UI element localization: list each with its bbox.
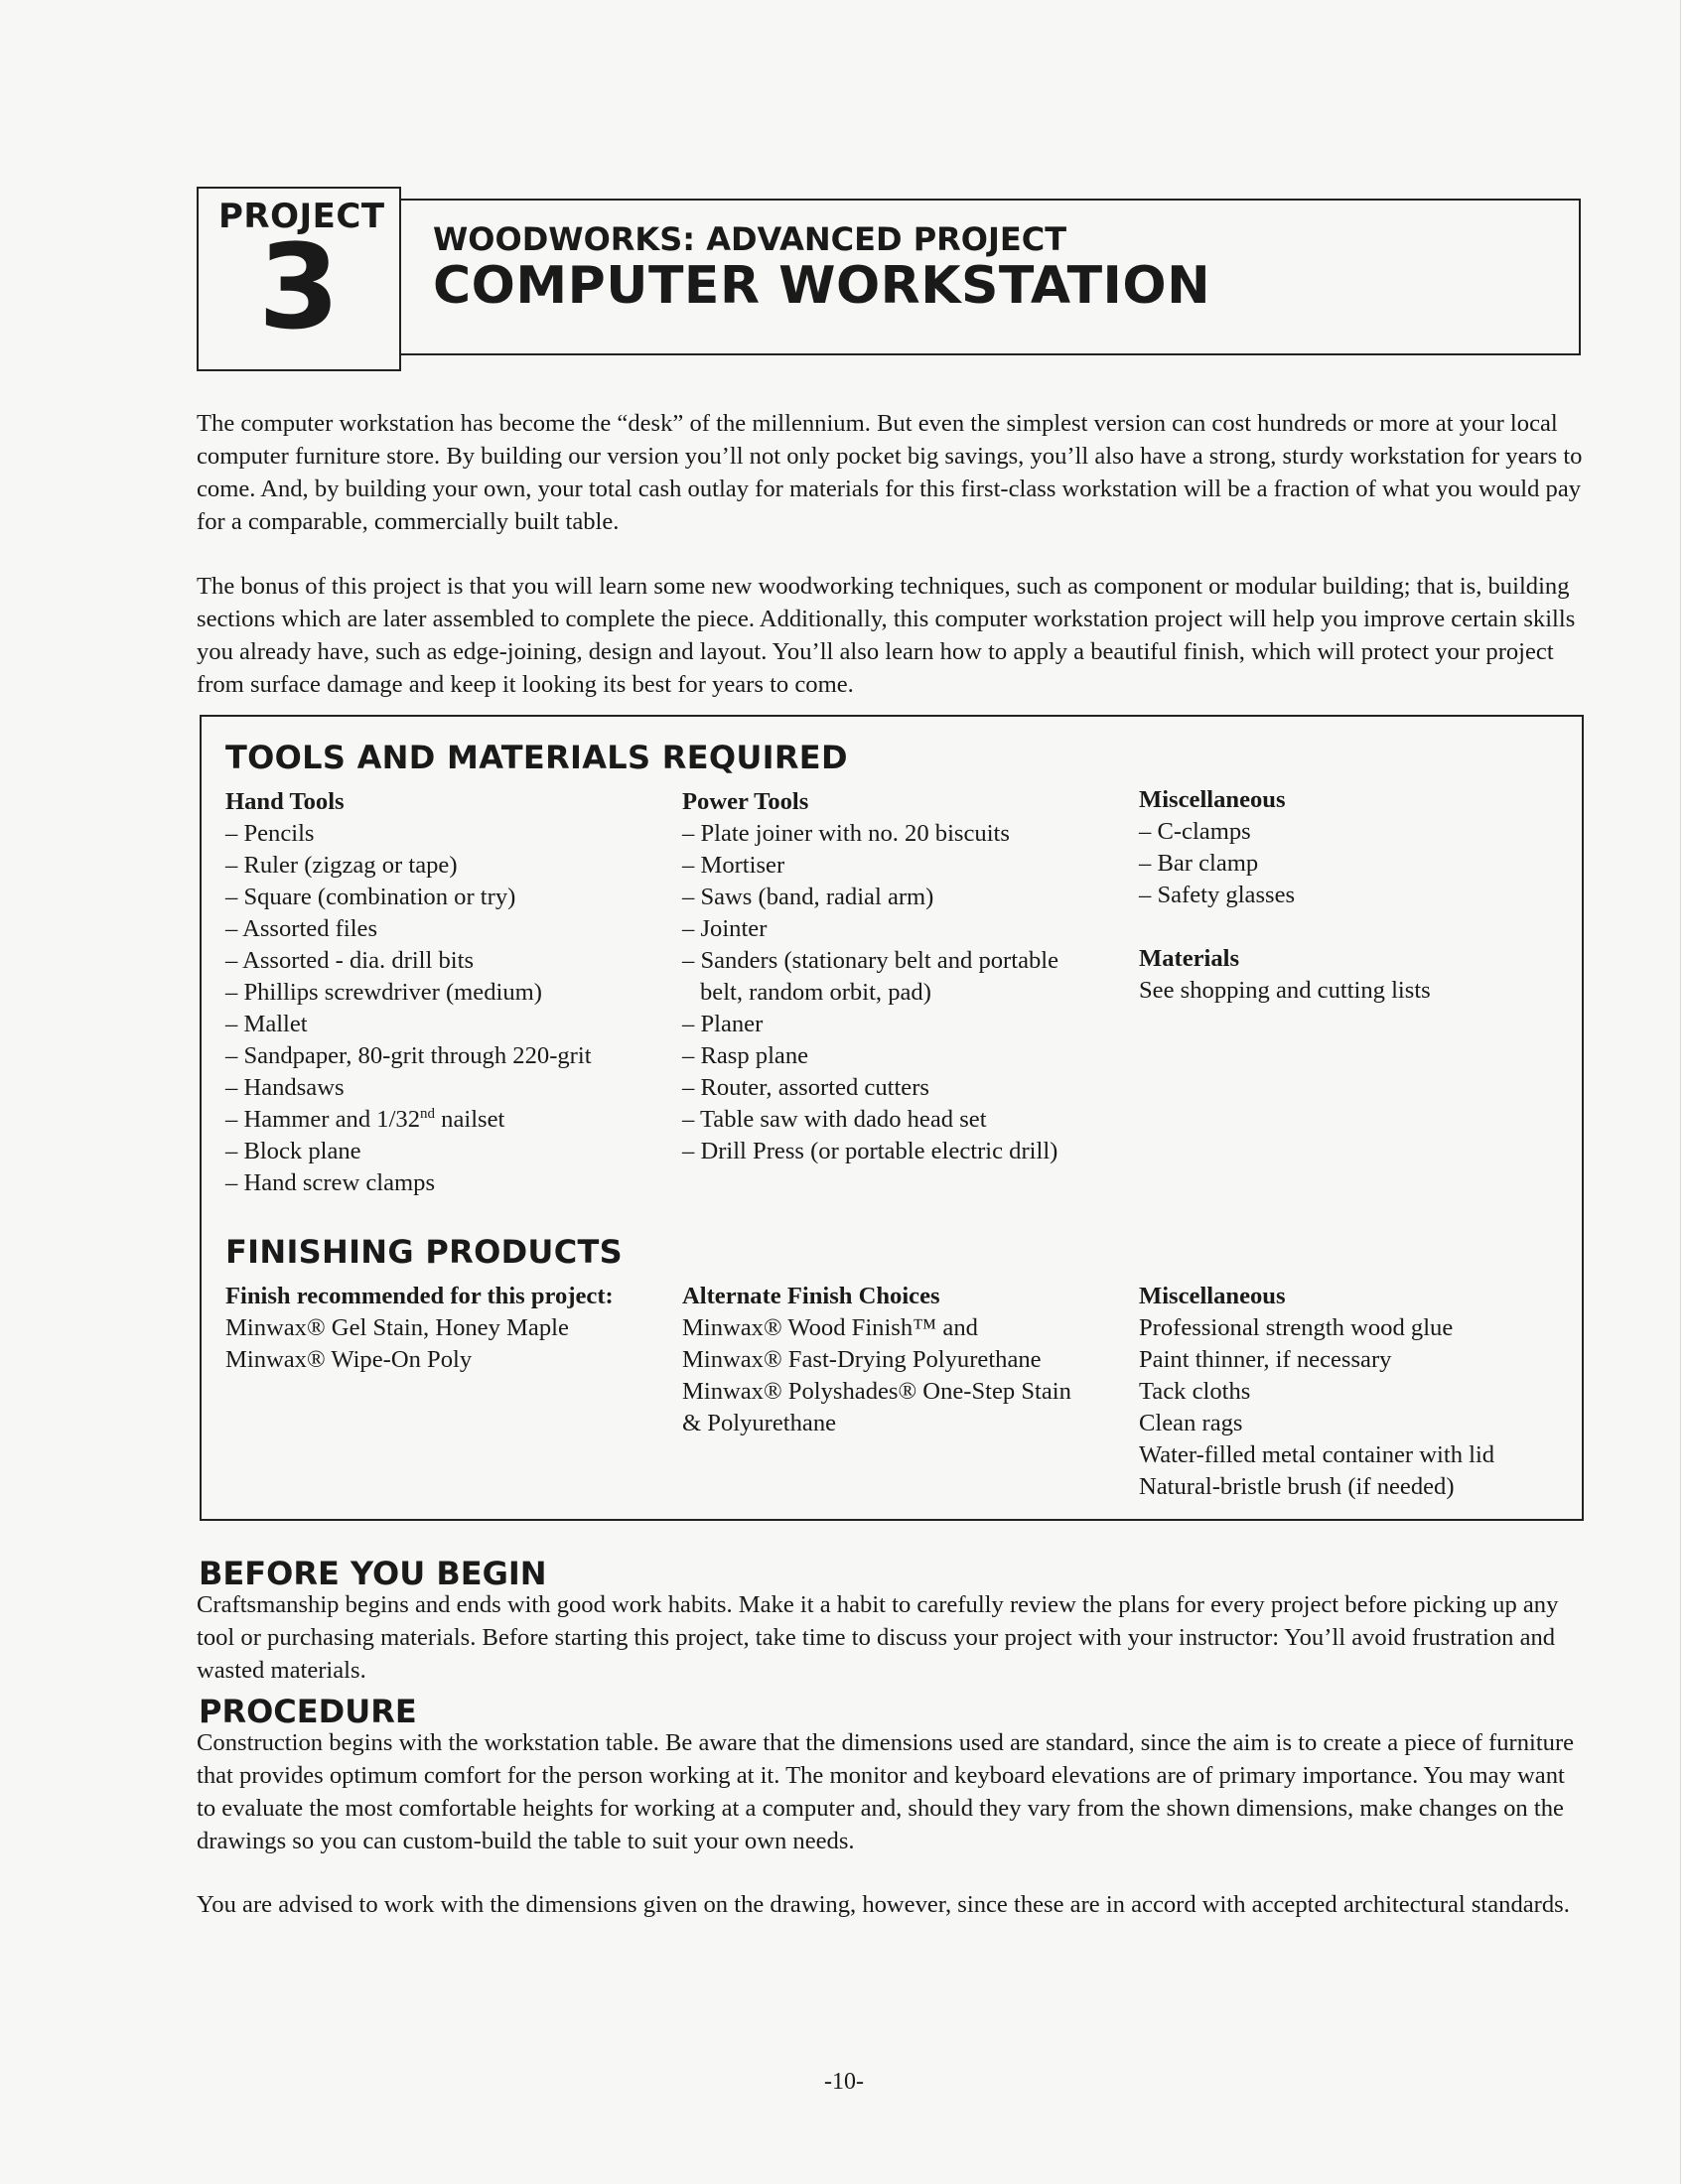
- intro-paragraph: The computer workstation has become the “desk” of the millennium. But even the simplest version can cost hundreds or more at your local computer furniture store. By building our version you’ll not only pocket big savings, you’ll also have a strong, sturdy workstation for years to come. And, by building your own, your total cash outlay for materials for this first-class workstation will be a fraction of what you would pay for a comparable, commercially built table.: [197, 410, 1583, 535]
- list-item: – Table saw with dado head set: [682, 1106, 987, 1133]
- list-item: Minwax® Gel Stain, Honey Maple: [225, 1314, 569, 1341]
- list-item: – Assorted files: [225, 915, 378, 942]
- list-item: – Jointer: [682, 915, 768, 942]
- list-item: Paint thinner, if necessary: [1139, 1346, 1392, 1373]
- list-item-continued: belt, random orbit, pad): [700, 979, 931, 1006]
- hammer-superscript: nd: [420, 1105, 436, 1122]
- title-box: [399, 199, 1581, 355]
- list-item: – Handsaws: [225, 1074, 345, 1101]
- project-number-box: [197, 187, 401, 371]
- power-tools-list: [682, 786, 1099, 1167]
- list-item: & Polyurethane: [682, 1410, 837, 1436]
- materials-title: Materials: [1139, 945, 1240, 972]
- procedure-text: Construction begins with the workstation table. Be aware that the dimensions used are standard, since the aim is to create a piece of furniture that provides optimum comfort for the person working at it. The monitor and keyboard elevations are of primary importance. You may want to evaluate the most comfortable heights for working at a computer and, should they vary from the shown dimensions, make changes on the drawings so you can custom-build the table to suit your own needs.: [197, 1729, 1575, 1854]
- intro-paragraph: The bonus of this project is that you will learn some new woodworking techniques, such as component or modular building; that is, building sections which are later assembled to complete the piece. Additionally, this computer workstation project will help you improve certain skills you already have, such as edge-joining, design and layout. You’ll also learn how to apply a beautiful finish, which will protect your project from surface damage and keep it looking its best for years to come.: [197, 573, 1576, 698]
- list-item: Water-filled metal container with lid: [1139, 1441, 1495, 1468]
- spacer: [1139, 911, 1556, 943]
- list-item: – Mallet: [225, 1011, 308, 1037]
- before-you-begin-text: Craftsmanship begins and ends with good work habits. Make it a habit to carefully review the plans for every project before picking up any tool or purchasing materials. Before starting this project, take time to discuss your project with your instructor: You’ll avoid frustration and wasted materials.: [197, 1591, 1559, 1684]
- project-number: 3: [257, 218, 341, 355]
- misc-tools-list: [1139, 784, 1556, 1007]
- hammer-suffix: nailset: [435, 1106, 505, 1133]
- list-item: – Pencils: [225, 820, 315, 847]
- recommended-finish-list: [225, 1281, 662, 1376]
- power-tools-title: Power Tools: [682, 788, 809, 815]
- list-item: – Planer: [682, 1011, 764, 1037]
- list-item: – Square (combination or try): [225, 884, 516, 910]
- list-item: – Block plane: [225, 1138, 361, 1164]
- list-item: Minwax® Fast-Drying Polyurethane: [682, 1346, 1042, 1373]
- hand-tools-title: Hand Tools: [225, 788, 345, 815]
- list-item: – Plate joiner with no. 20 biscuits: [682, 820, 1010, 847]
- page-title: COMPUTER WORKSTATION: [433, 256, 1211, 316]
- list-item: Tack cloths: [1139, 1378, 1251, 1405]
- list-item: [225, 1104, 662, 1136]
- alternate-finish-list: [682, 1281, 1099, 1439]
- list-item: Professional strength wood glue: [1139, 1314, 1454, 1341]
- hand-tools-list: [225, 786, 662, 1199]
- page-edge: [1680, 0, 1688, 2184]
- list-item: – C-clamps: [1139, 818, 1251, 845]
- list-item: – Mortiser: [682, 852, 785, 879]
- tools-heading: TOOLS AND MATERIALS REQUIRED: [225, 739, 848, 776]
- page-number: -10-: [824, 2069, 864, 2095]
- tools-materials-box: [200, 715, 1584, 1521]
- misc-title: Miscellaneous: [1139, 786, 1286, 813]
- list-item: – Router, assorted cutters: [682, 1074, 929, 1101]
- hammer-text: – Hammer and 1/32: [225, 1106, 421, 1133]
- list-item: – Sandpaper, 80-grit through 220-grit: [225, 1042, 592, 1069]
- list-item: – Rasp plane: [682, 1042, 809, 1069]
- recommended-title: Finish recommended for this project:: [225, 1283, 614, 1309]
- list-item: Clean rags: [1139, 1410, 1243, 1436]
- list-item: Minwax® Wipe-On Poly: [225, 1346, 473, 1373]
- list-item: Natural-bristle brush (if needed): [1139, 1473, 1455, 1500]
- procedure-heading: PROCEDURE: [199, 1693, 417, 1730]
- finishing-misc-list: [1139, 1281, 1556, 1503]
- list-item: – Bar clamp: [1139, 850, 1259, 877]
- list-item: – Safety glasses: [1139, 882, 1296, 908]
- page-subtitle: WOODWORKS: ADVANCED PROJECT: [433, 220, 1067, 258]
- list-item: Minwax® Polyshades® One-Step Stain: [682, 1378, 1071, 1405]
- finishing-misc-title: Miscellaneous: [1139, 1283, 1286, 1309]
- materials-text: See shopping and cutting lists: [1139, 977, 1431, 1004]
- before-you-begin-heading: BEFORE YOU BEGIN: [199, 1555, 547, 1592]
- list-item: – Phillips screwdriver (medium): [225, 979, 542, 1006]
- list-item: – Hand screw clamps: [225, 1169, 436, 1196]
- list-item: Minwax® Wood Finish™ and: [682, 1314, 978, 1341]
- list-item: – Ruler (zigzag or tape): [225, 852, 458, 879]
- procedure-text: You are advised to work with the dimensions given on the drawing, however, since these are in accord with accepted architectural standards.: [197, 1891, 1570, 1918]
- finishing-heading: FINISHING PRODUCTS: [225, 1233, 623, 1271]
- alternate-title: Alternate Finish Choices: [682, 1283, 940, 1309]
- list-item: – Sanders (stationary belt and portable: [682, 947, 1059, 974]
- project-label: PROJECT: [218, 197, 385, 236]
- list-item: – Assorted - dia. drill bits: [225, 947, 475, 974]
- list-item: – Saws (band, radial arm): [682, 884, 934, 910]
- list-item: – Drill Press (or portable electric drill): [682, 1138, 1058, 1164]
